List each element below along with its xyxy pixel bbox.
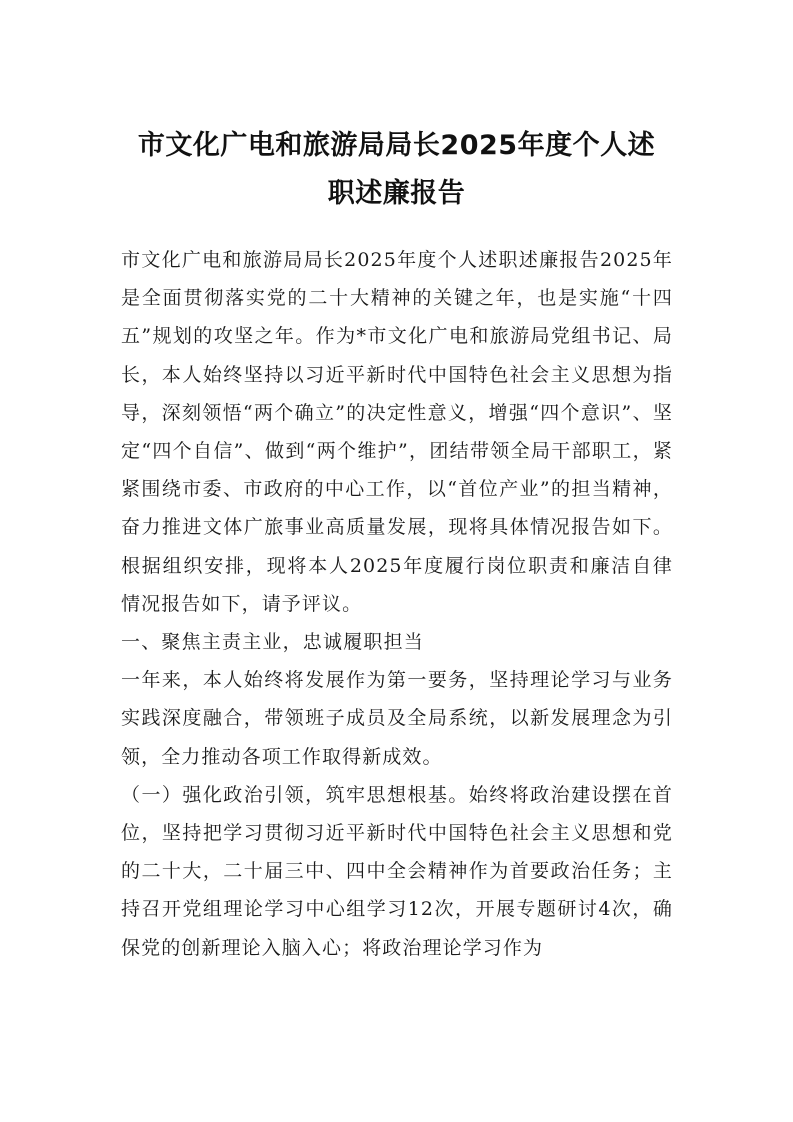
document-title-line-1: 市文化广电和旅游局局长2025年度个人述	[137, 130, 656, 161]
section-1-paragraph: 一年来，本人始终将发展作为第一要务，坚持理论学习与业务实践深度融合，带领班子成员及全局系统，以新发展理念为引领，全力推动各项工作取得新成效。	[121, 669, 673, 768]
intro-paragraph: 市文化广电和旅游局局长2025年度个人述职述廉报告2025年是全面贯彻落实党的二十大精神的关键之年，也是实施“十四五”规划的攻坚之年。作为*市文化广电和旅游局党组书记、局长，本人始终坚持以习近平新时代中国特色社会主义思想为指导，深刻领悟“两个确立”的决定性意义，增强“四个意识”、坚定“四个自信”、做到“两个维护”，团结带领全局干部职工，紧紧围绕市委、市政府的中心工作，以“首位产业”的担当精神，奋力推进文体广旅事业高质量发展，现将具体情况报告如下。根据组织安排，现将本人2025年度履行岗位职责和廉洁自律情况报告如下，请予评议。	[121, 249, 673, 615]
section-heading-1: 一、聚焦主责主业，忠诚履职担当	[121, 631, 425, 654]
subsection-1-paragraph: （一）强化政治引领，筑牢思想根基。始终将政治建设摆在首位，坚持把学习贯彻习近平新时代中国特色社会主义思想和党的二十大，二十届三中、四中全会精神作为首要政治任务；主持召开党组理论学习中心组学习12次，开展专题研讨4次，确保党的创新理论入脑入心；将政治理论学习作为	[121, 783, 673, 959]
document-title-line-2: 职述廉报告	[327, 178, 466, 209]
document-body	[121, 241, 673, 967]
